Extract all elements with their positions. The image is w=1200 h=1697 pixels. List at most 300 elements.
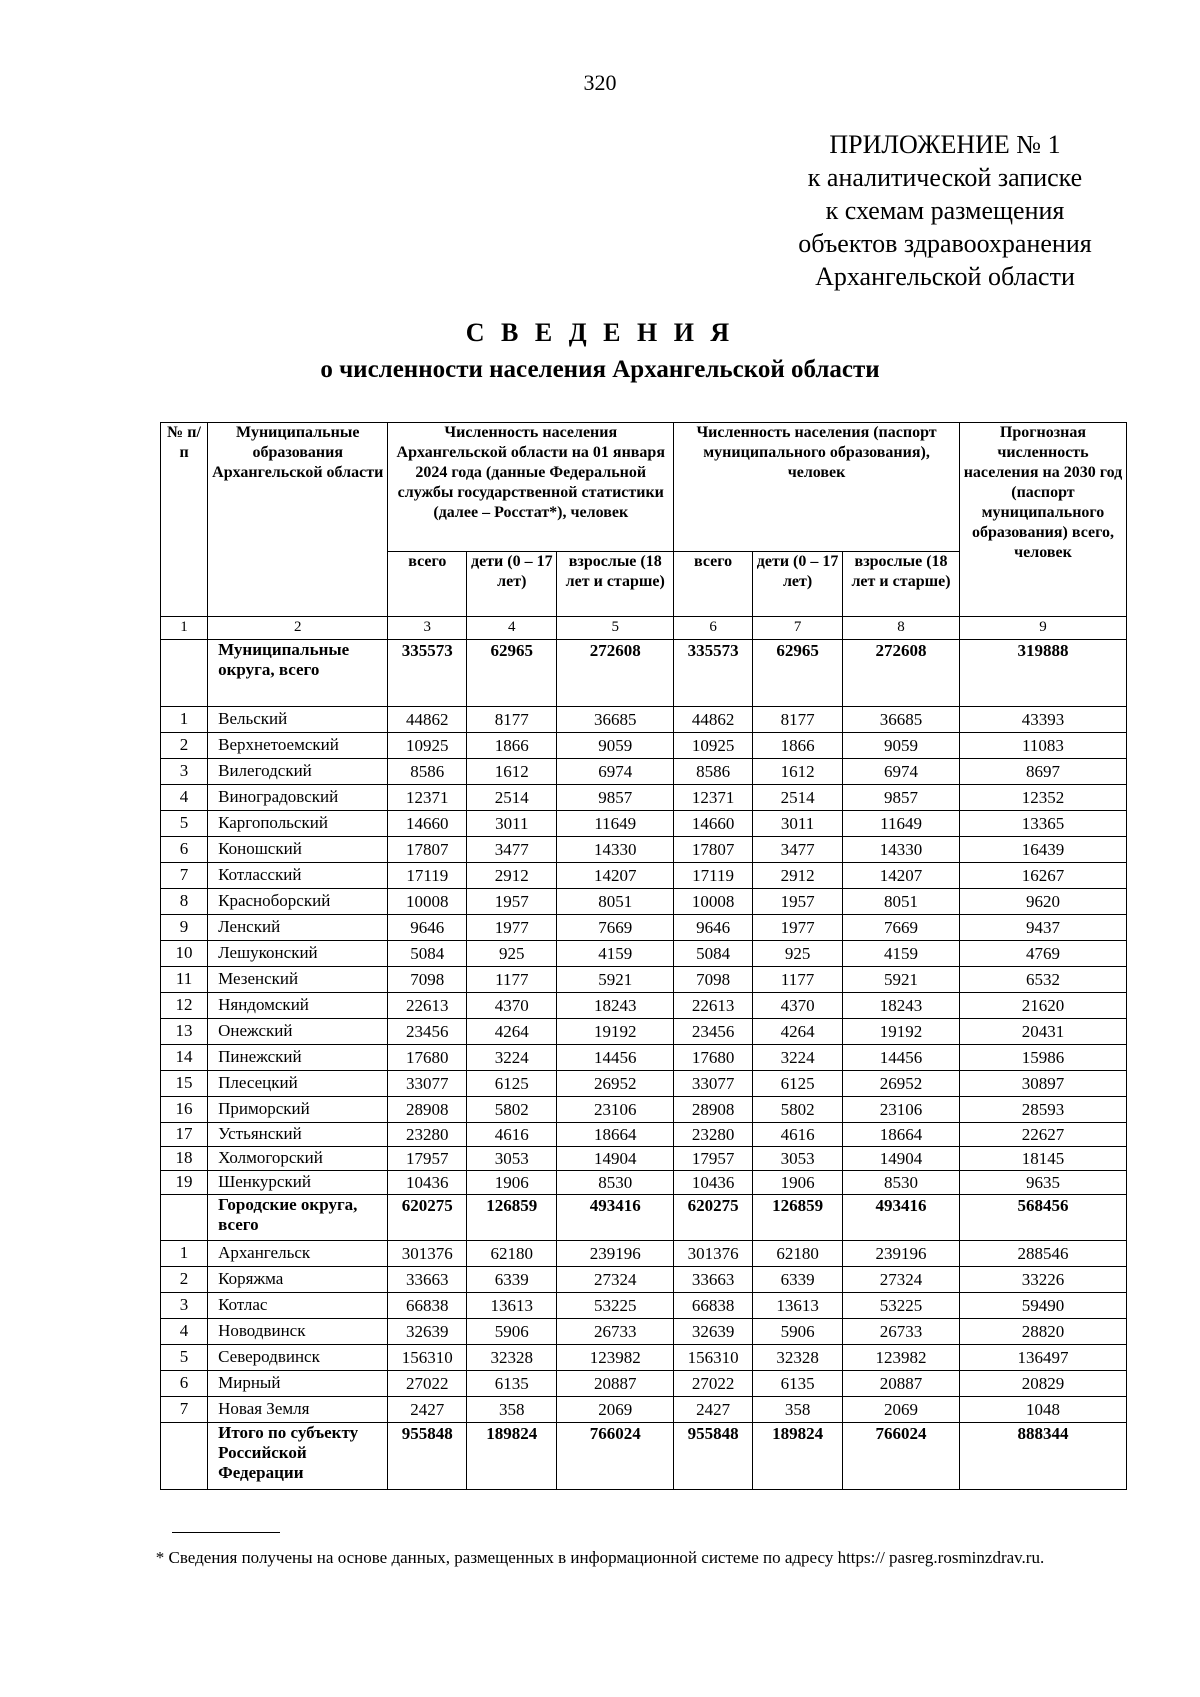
passport-adults-cell: 493416	[843, 1195, 960, 1241]
passport-adults-cell: 26733	[843, 1319, 960, 1345]
rosstat-adults-cell: 9059	[557, 733, 674, 759]
rosstat-adults-cell: 272608	[557, 640, 674, 707]
forecast-2030-cell: 20829	[959, 1371, 1126, 1397]
passport-adults-cell: 18243	[843, 993, 960, 1019]
rosstat-children-cell: 8177	[467, 707, 557, 733]
row-number: 15	[161, 1071, 208, 1097]
row-number: 7	[161, 863, 208, 889]
row-number	[161, 1423, 208, 1490]
passport-children-cell: 5802	[753, 1097, 843, 1123]
passport-adults-cell: 9059	[843, 733, 960, 759]
passport-children-cell: 1977	[753, 915, 843, 941]
row-number: 12	[161, 993, 208, 1019]
passport-children-cell: 32328	[753, 1345, 843, 1371]
rosstat-adults-cell: 6974	[557, 759, 674, 785]
passport-adults-cell: 23106	[843, 1097, 960, 1123]
passport-adults-cell: 4159	[843, 941, 960, 967]
footnote: * Сведения получены на основе данных, размещенных в информационной системе по адресу https:// pasreg.rosminzdrav.ru.	[155, 1548, 1045, 1567]
passport-children-cell: 1612	[753, 759, 843, 785]
passport-adults-cell: 27324	[843, 1267, 960, 1293]
rosstat-adults-cell: 766024	[557, 1423, 674, 1490]
municipality-name: Лешуконский	[208, 941, 388, 967]
passport-total-cell: 23456	[674, 1019, 753, 1045]
rosstat-total-cell: 7098	[388, 967, 467, 993]
passport-adults-cell: 6974	[843, 759, 960, 785]
row-number: 16	[161, 1097, 208, 1123]
row-number: 13	[161, 1019, 208, 1045]
passport-adults-cell: 9857	[843, 785, 960, 811]
rosstat-children-cell: 62965	[467, 640, 557, 707]
table-row	[161, 1171, 1127, 1195]
municipality-name: Городские округа, всего	[208, 1195, 388, 1241]
forecast-2030-cell: 18145	[959, 1147, 1126, 1171]
forecast-2030-cell: 21620	[959, 993, 1126, 1019]
table-row	[161, 1293, 1127, 1319]
total-row-region	[161, 1423, 1127, 1490]
table-row	[161, 941, 1127, 967]
rosstat-children-cell: 2514	[467, 785, 557, 811]
rosstat-total-cell: 10436	[388, 1171, 467, 1195]
rosstat-children-cell: 5802	[467, 1097, 557, 1123]
municipality-name: Пинежский	[208, 1045, 388, 1071]
row-number: 4	[161, 785, 208, 811]
footnote-divider	[172, 1532, 280, 1533]
column-index: 8	[843, 617, 960, 640]
rosstat-total-cell: 301376	[388, 1241, 467, 1267]
forecast-2030-cell: 888344	[959, 1423, 1126, 1490]
passport-children-cell: 6135	[753, 1371, 843, 1397]
rosstat-children-cell: 126859	[467, 1195, 557, 1241]
rosstat-total-cell: 33663	[388, 1267, 467, 1293]
appendix-line-3: к схемам размещения	[825, 196, 1065, 225]
column-index: 1	[161, 617, 208, 640]
forecast-2030-cell: 288546	[959, 1241, 1126, 1267]
rosstat-children-cell: 3224	[467, 1045, 557, 1071]
header-total: всего	[674, 552, 753, 617]
rosstat-adults-cell: 14207	[557, 863, 674, 889]
rosstat-adults-cell: 19192	[557, 1019, 674, 1045]
rosstat-adults-cell: 18664	[557, 1123, 674, 1147]
appendix-line-5: Архангельской области	[815, 262, 1075, 291]
passport-total-cell: 17680	[674, 1045, 753, 1071]
rosstat-adults-cell: 123982	[557, 1345, 674, 1371]
municipality-name: Мирный	[208, 1371, 388, 1397]
rosstat-total-cell: 17119	[388, 863, 467, 889]
rosstat-children-cell: 358	[467, 1397, 557, 1423]
rosstat-children-cell: 1906	[467, 1171, 557, 1195]
passport-children-cell: 62180	[753, 1241, 843, 1267]
row-number: 17	[161, 1123, 208, 1147]
row-number	[161, 640, 208, 707]
forecast-2030-cell: 136497	[959, 1345, 1126, 1371]
column-index: 3	[388, 617, 467, 640]
rosstat-adults-cell: 14330	[557, 837, 674, 863]
passport-children-cell: 1957	[753, 889, 843, 915]
municipality-name: Виноградовский	[208, 785, 388, 811]
passport-total-cell: 335573	[674, 640, 753, 707]
forecast-2030-cell: 319888	[959, 640, 1126, 707]
passport-total-cell: 301376	[674, 1241, 753, 1267]
passport-total-cell: 22613	[674, 993, 753, 1019]
rosstat-total-cell: 12371	[388, 785, 467, 811]
municipality-name: Ленский	[208, 915, 388, 941]
municipality-name: Плесецкий	[208, 1071, 388, 1097]
appendix-line-2: к аналитической записке	[807, 163, 1083, 192]
rosstat-children-cell: 1977	[467, 915, 557, 941]
passport-total-cell: 44862	[674, 707, 753, 733]
row-number: 10	[161, 941, 208, 967]
rosstat-children-cell: 5906	[467, 1319, 557, 1345]
forecast-2030-cell: 12352	[959, 785, 1126, 811]
table-row	[161, 863, 1127, 889]
passport-children-cell: 13613	[753, 1293, 843, 1319]
rosstat-total-cell: 14660	[388, 811, 467, 837]
table-row	[161, 1097, 1127, 1123]
header-adults: взрослые (18 лет и старше)	[843, 552, 960, 617]
municipality-name: Новодвинск	[208, 1319, 388, 1345]
forecast-2030-cell: 15986	[959, 1045, 1126, 1071]
passport-adults-cell: 19192	[843, 1019, 960, 1045]
rosstat-total-cell: 28908	[388, 1097, 467, 1123]
rosstat-adults-cell: 14456	[557, 1045, 674, 1071]
header-rosstat: Численность населения Архангельской области на 01 января 2024 года (данные Федеральной службы государственной статистики (далее – Росстат*), человек	[388, 423, 674, 552]
passport-adults-cell: 766024	[843, 1423, 960, 1490]
table-row	[161, 1345, 1127, 1371]
table-row	[161, 811, 1127, 837]
rosstat-total-cell: 44862	[388, 707, 467, 733]
passport-total-cell: 620275	[674, 1195, 753, 1241]
column-index: 7	[753, 617, 843, 640]
rosstat-children-cell: 4264	[467, 1019, 557, 1045]
passport-total-cell: 23280	[674, 1123, 753, 1147]
rosstat-children-cell: 1612	[467, 759, 557, 785]
row-number: 14	[161, 1045, 208, 1071]
rosstat-total-cell: 27022	[388, 1371, 467, 1397]
header-total: всего	[388, 552, 467, 617]
row-number: 9	[161, 915, 208, 941]
rosstat-adults-cell: 11649	[557, 811, 674, 837]
forecast-2030-cell: 43393	[959, 707, 1126, 733]
rosstat-children-cell: 1957	[467, 889, 557, 915]
passport-children-cell: 126859	[753, 1195, 843, 1241]
table-row	[161, 1045, 1127, 1071]
forecast-2030-cell: 9635	[959, 1171, 1126, 1195]
passport-adults-cell: 239196	[843, 1241, 960, 1267]
table-row	[161, 993, 1127, 1019]
rosstat-total-cell: 17957	[388, 1147, 467, 1171]
rosstat-total-cell: 9646	[388, 915, 467, 941]
header-num: № п/п	[161, 423, 208, 617]
passport-children-cell: 6125	[753, 1071, 843, 1097]
passport-children-cell: 3053	[753, 1147, 843, 1171]
row-number: 2	[161, 1267, 208, 1293]
rosstat-adults-cell: 4159	[557, 941, 674, 967]
passport-adults-cell: 2069	[843, 1397, 960, 1423]
passport-children-cell: 2514	[753, 785, 843, 811]
rosstat-total-cell: 32639	[388, 1319, 467, 1345]
page-number: 320	[583, 70, 617, 95]
forecast-2030-cell: 568456	[959, 1195, 1126, 1241]
row-number: 6	[161, 837, 208, 863]
appendix-line-4: объектов здравоохранения	[798, 229, 1092, 258]
rosstat-adults-cell: 23106	[557, 1097, 674, 1123]
summary-row-cities	[161, 1195, 1127, 1241]
passport-adults-cell: 8051	[843, 889, 960, 915]
passport-adults-cell: 5921	[843, 967, 960, 993]
rosstat-adults-cell: 493416	[557, 1195, 674, 1241]
municipality-name: Мезенский	[208, 967, 388, 993]
rosstat-total-cell: 17680	[388, 1045, 467, 1071]
rosstat-children-cell: 6125	[467, 1071, 557, 1097]
passport-children-cell: 3011	[753, 811, 843, 837]
row-number: 4	[161, 1319, 208, 1345]
table-row	[161, 889, 1127, 915]
forecast-2030-cell: 13365	[959, 811, 1126, 837]
municipality-name: Шенкурский	[208, 1171, 388, 1195]
passport-total-cell: 32639	[674, 1319, 753, 1345]
rosstat-adults-cell: 53225	[557, 1293, 674, 1319]
forecast-2030-cell: 9437	[959, 915, 1126, 941]
municipality-name: Северодвинск	[208, 1345, 388, 1371]
appendix-line-1: ПРИЛОЖЕНИЕ № 1	[829, 130, 1061, 159]
rosstat-adults-cell: 36685	[557, 707, 674, 733]
municipality-name: Коношский	[208, 837, 388, 863]
passport-adults-cell: 7669	[843, 915, 960, 941]
rosstat-adults-cell: 14904	[557, 1147, 674, 1171]
forecast-2030-cell: 11083	[959, 733, 1126, 759]
column-index: 6	[674, 617, 753, 640]
row-number: 18	[161, 1147, 208, 1171]
table-row	[161, 1241, 1127, 1267]
rosstat-total-cell: 5084	[388, 941, 467, 967]
forecast-2030-cell: 4769	[959, 941, 1126, 967]
passport-total-cell: 17119	[674, 863, 753, 889]
rosstat-adults-cell: 26952	[557, 1071, 674, 1097]
table-row	[161, 707, 1127, 733]
rosstat-children-cell: 925	[467, 941, 557, 967]
passport-total-cell: 14660	[674, 811, 753, 837]
rosstat-children-cell: 6339	[467, 1267, 557, 1293]
row-number: 1	[161, 1241, 208, 1267]
passport-adults-cell: 11649	[843, 811, 960, 837]
passport-adults-cell: 26952	[843, 1071, 960, 1097]
municipality-name: Муниципальные округа, всего	[208, 640, 388, 707]
passport-total-cell: 28908	[674, 1097, 753, 1123]
document-title: С В Е Д Е Н И Я	[465, 318, 735, 347]
passport-children-cell: 189824	[753, 1423, 843, 1490]
passport-children-cell: 358	[753, 1397, 843, 1423]
column-index: 9	[959, 617, 1126, 640]
municipality-name: Новая Земля	[208, 1397, 388, 1423]
row-number: 2	[161, 733, 208, 759]
rosstat-adults-cell: 20887	[557, 1371, 674, 1397]
rosstat-total-cell: 23280	[388, 1123, 467, 1147]
rosstat-adults-cell: 5921	[557, 967, 674, 993]
table-row	[161, 837, 1127, 863]
table-row	[161, 759, 1127, 785]
forecast-2030-cell: 9620	[959, 889, 1126, 915]
municipality-name: Устьянский	[208, 1123, 388, 1147]
row-number: 7	[161, 1397, 208, 1423]
rosstat-children-cell: 2912	[467, 863, 557, 889]
passport-children-cell: 4264	[753, 1019, 843, 1045]
forecast-2030-cell: 28820	[959, 1319, 1126, 1345]
table-row	[161, 1019, 1127, 1045]
table-row	[161, 1371, 1127, 1397]
rosstat-children-cell: 32328	[467, 1345, 557, 1371]
forecast-2030-cell: 16267	[959, 863, 1126, 889]
column-index: 5	[557, 617, 674, 640]
passport-children-cell: 5906	[753, 1319, 843, 1345]
passport-children-cell: 925	[753, 941, 843, 967]
row-number: 11	[161, 967, 208, 993]
rosstat-children-cell: 1177	[467, 967, 557, 993]
rosstat-total-cell: 66838	[388, 1293, 467, 1319]
rosstat-total-cell: 2427	[388, 1397, 467, 1423]
passport-total-cell: 10436	[674, 1171, 753, 1195]
municipality-name: Коряжма	[208, 1267, 388, 1293]
rosstat-children-cell: 3011	[467, 811, 557, 837]
document-subtitle: о численности населения Архангельской области	[320, 356, 880, 383]
passport-children-cell: 4370	[753, 993, 843, 1019]
passport-children-cell: 4616	[753, 1123, 843, 1147]
forecast-2030-cell: 30897	[959, 1071, 1126, 1097]
passport-total-cell: 66838	[674, 1293, 753, 1319]
row-number: 3	[161, 759, 208, 785]
rosstat-total-cell: 8586	[388, 759, 467, 785]
rosstat-adults-cell: 2069	[557, 1397, 674, 1423]
header-passport: Численность населения (паспорт муниципального образования), человек	[674, 423, 960, 552]
rosstat-total-cell: 620275	[388, 1195, 467, 1241]
header-adults: взрослые (18 лет и старше)	[557, 552, 674, 617]
table-row	[161, 1123, 1127, 1147]
municipality-name: Няндомский	[208, 993, 388, 1019]
table-row	[161, 1319, 1127, 1345]
passport-total-cell: 5084	[674, 941, 753, 967]
passport-adults-cell: 14456	[843, 1045, 960, 1071]
rosstat-adults-cell: 9857	[557, 785, 674, 811]
passport-adults-cell: 272608	[843, 640, 960, 707]
passport-children-cell: 62965	[753, 640, 843, 707]
municipality-name: Онежский	[208, 1019, 388, 1045]
rosstat-children-cell: 4616	[467, 1123, 557, 1147]
rosstat-children-cell: 13613	[467, 1293, 557, 1319]
rosstat-total-cell: 22613	[388, 993, 467, 1019]
rosstat-adults-cell: 7669	[557, 915, 674, 941]
passport-children-cell: 1177	[753, 967, 843, 993]
passport-adults-cell: 53225	[843, 1293, 960, 1319]
population-table	[160, 422, 1127, 1490]
header-municipality: Муниципальные образования Архангельской области	[208, 423, 388, 617]
header-children: дети (0 – 17 лет)	[753, 552, 843, 617]
row-number: 5	[161, 1345, 208, 1371]
passport-total-cell: 7098	[674, 967, 753, 993]
forecast-2030-cell: 28593	[959, 1097, 1126, 1123]
passport-total-cell: 17957	[674, 1147, 753, 1171]
header-children: дети (0 – 17 лет)	[467, 552, 557, 617]
passport-adults-cell: 14207	[843, 863, 960, 889]
passport-total-cell: 12371	[674, 785, 753, 811]
passport-children-cell: 1866	[753, 733, 843, 759]
municipality-name: Красноборский	[208, 889, 388, 915]
table-row	[161, 1267, 1127, 1293]
rosstat-adults-cell: 8530	[557, 1171, 674, 1195]
rosstat-children-cell: 3477	[467, 837, 557, 863]
column-index: 2	[208, 617, 388, 640]
passport-total-cell: 9646	[674, 915, 753, 941]
passport-total-cell: 33663	[674, 1267, 753, 1293]
table-row	[161, 1147, 1127, 1171]
rosstat-adults-cell: 239196	[557, 1241, 674, 1267]
passport-total-cell: 156310	[674, 1345, 753, 1371]
rosstat-adults-cell: 18243	[557, 993, 674, 1019]
municipality-name: Котлас	[208, 1293, 388, 1319]
passport-total-cell: 17807	[674, 837, 753, 863]
municipality-name: Приморский	[208, 1097, 388, 1123]
column-index: 4	[467, 617, 557, 640]
rosstat-adults-cell: 27324	[557, 1267, 674, 1293]
row-number: 8	[161, 889, 208, 915]
passport-children-cell: 8177	[753, 707, 843, 733]
rosstat-children-cell: 189824	[467, 1423, 557, 1490]
forecast-2030-cell: 16439	[959, 837, 1126, 863]
passport-total-cell: 955848	[674, 1423, 753, 1490]
municipality-name: Верхнетоемский	[208, 733, 388, 759]
row-number: 5	[161, 811, 208, 837]
passport-children-cell: 3477	[753, 837, 843, 863]
forecast-2030-cell: 22627	[959, 1123, 1126, 1147]
municipality-name: Вельский	[208, 707, 388, 733]
rosstat-total-cell: 335573	[388, 640, 467, 707]
passport-children-cell: 3224	[753, 1045, 843, 1071]
table-row	[161, 733, 1127, 759]
row-number: 1	[161, 707, 208, 733]
rosstat-children-cell: 62180	[467, 1241, 557, 1267]
passport-adults-cell: 18664	[843, 1123, 960, 1147]
municipality-name: Архангельск	[208, 1241, 388, 1267]
rosstat-adults-cell: 26733	[557, 1319, 674, 1345]
forecast-2030-cell: 1048	[959, 1397, 1126, 1423]
rosstat-children-cell: 3053	[467, 1147, 557, 1171]
rosstat-total-cell: 23456	[388, 1019, 467, 1045]
column-index-row	[161, 617, 1127, 640]
table-row	[161, 915, 1127, 941]
municipality-name: Котласский	[208, 863, 388, 889]
rosstat-total-cell: 10008	[388, 889, 467, 915]
rosstat-total-cell: 10925	[388, 733, 467, 759]
municipality-name: Каргопольский	[208, 811, 388, 837]
passport-total-cell: 33077	[674, 1071, 753, 1097]
table-row	[161, 967, 1127, 993]
municipality-name: Холмогорский	[208, 1147, 388, 1171]
rosstat-total-cell: 33077	[388, 1071, 467, 1097]
passport-total-cell: 8586	[674, 759, 753, 785]
rosstat-total-cell: 156310	[388, 1345, 467, 1371]
table-row	[161, 785, 1127, 811]
passport-children-cell: 6339	[753, 1267, 843, 1293]
appendix-header	[760, 128, 1130, 293]
passport-adults-cell: 14330	[843, 837, 960, 863]
passport-children-cell: 2912	[753, 863, 843, 889]
table-row	[161, 1071, 1127, 1097]
passport-total-cell: 10925	[674, 733, 753, 759]
forecast-2030-cell: 33226	[959, 1267, 1126, 1293]
forecast-2030-cell: 6532	[959, 967, 1126, 993]
row-number: 19	[161, 1171, 208, 1195]
passport-adults-cell: 14904	[843, 1147, 960, 1171]
header-forecast: Прогнозная численность населения на 2030 год (паспорт муниципального образования) всего, человек	[959, 423, 1126, 617]
passport-adults-cell: 20887	[843, 1371, 960, 1397]
